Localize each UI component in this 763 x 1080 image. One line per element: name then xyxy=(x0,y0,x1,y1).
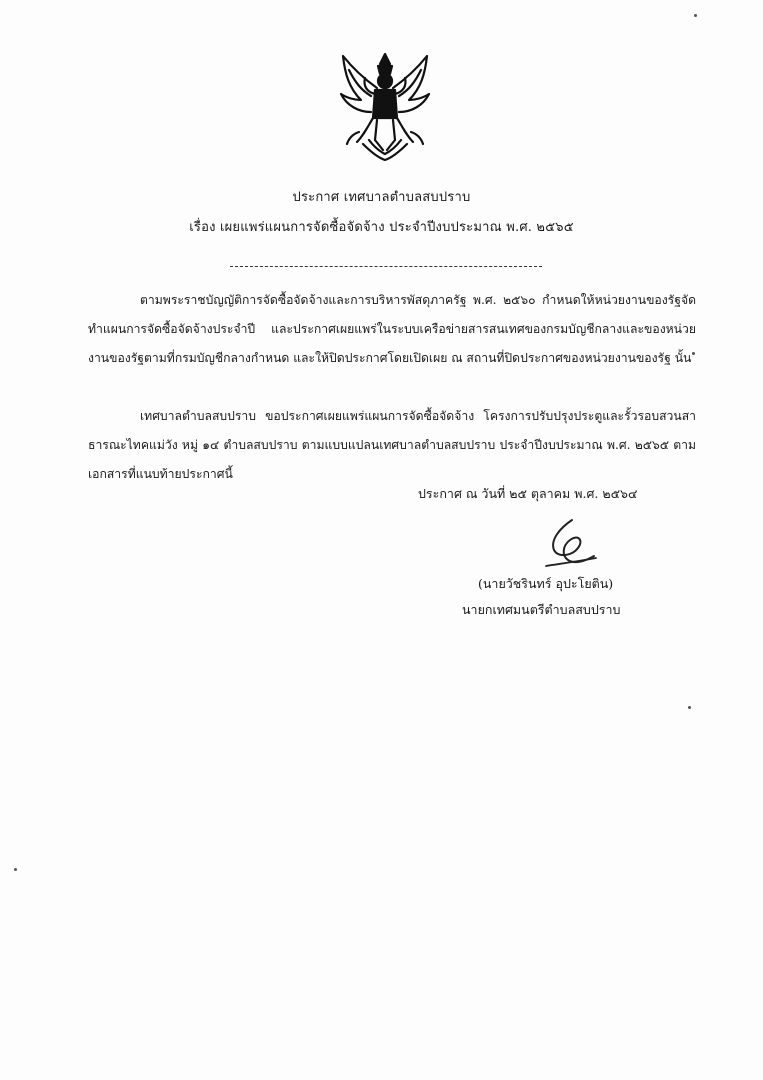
announcement-subject: เรื่อง เผยแพร่แผนการจัดซื้อจัดจ้าง ประจำปีงบประมาณ พ.ศ. ๒๕๖๕ xyxy=(189,220,574,235)
signature-image xyxy=(538,516,602,574)
body-paragraph-2: เทศบาลตำบลสบปราบ ขอประกาศเผยแพร่แผนการจัดซื้อจัดจ้าง โครงการปรับปรุงประตูและรั้วรอบสวนสาธารณะไทคแม่วัง หมู่ ๑๔ ตำบลสบปราบ ตามแบบแปลนเทศบาลตำบลสบปราบ ประจำปีงบประมาณ พ.ศ. ๒๕๖๕ ตามเอกสารที่แนบท้ายประกาศนี้ xyxy=(88,409,696,481)
signer-title: นายกเทศมนตรีตำบลสบปราบ xyxy=(462,602,621,617)
scan-speck xyxy=(688,706,691,709)
garuda-emblem-icon xyxy=(333,48,437,164)
signer-name: (นายวัชรินทร์ อุปะโยติน) xyxy=(478,576,614,591)
header-divider xyxy=(230,266,542,267)
announcement-heading: ประกาศ เทศบาลตำบลสบปราบ xyxy=(292,190,471,205)
announcement-date: ประกาศ ณ วันที่ ๒๕ ตุลาคม พ.ศ. ๒๕๖๔ xyxy=(418,486,638,501)
body-paragraph-1: ตามพระราชบัญญัติการจัดซื้อจัดจ้างและการบริหารพัสดุภาครัฐ พ.ศ. ๒๕๖๐ กำหนดให้หน่วยงานของรัฐจัดทำแผนการจัดซื้อจัดจ้างประจำปี และประกาศเผยแพร่ในระบบเครือข่ายสารสนเทศของกรมบัญชีกลางและของหน่วยงานของรัฐตามที่กรมบัญชีกลางกำหนด และให้ปิดประกาศโดยเปิดเผย ณ สถานที่ปิดประกาศของหน่วยงานของรัฐ นั้น xyxy=(88,293,696,365)
scan-speck xyxy=(692,352,695,355)
scan-speck xyxy=(14,868,17,871)
scan-speck xyxy=(694,14,697,17)
